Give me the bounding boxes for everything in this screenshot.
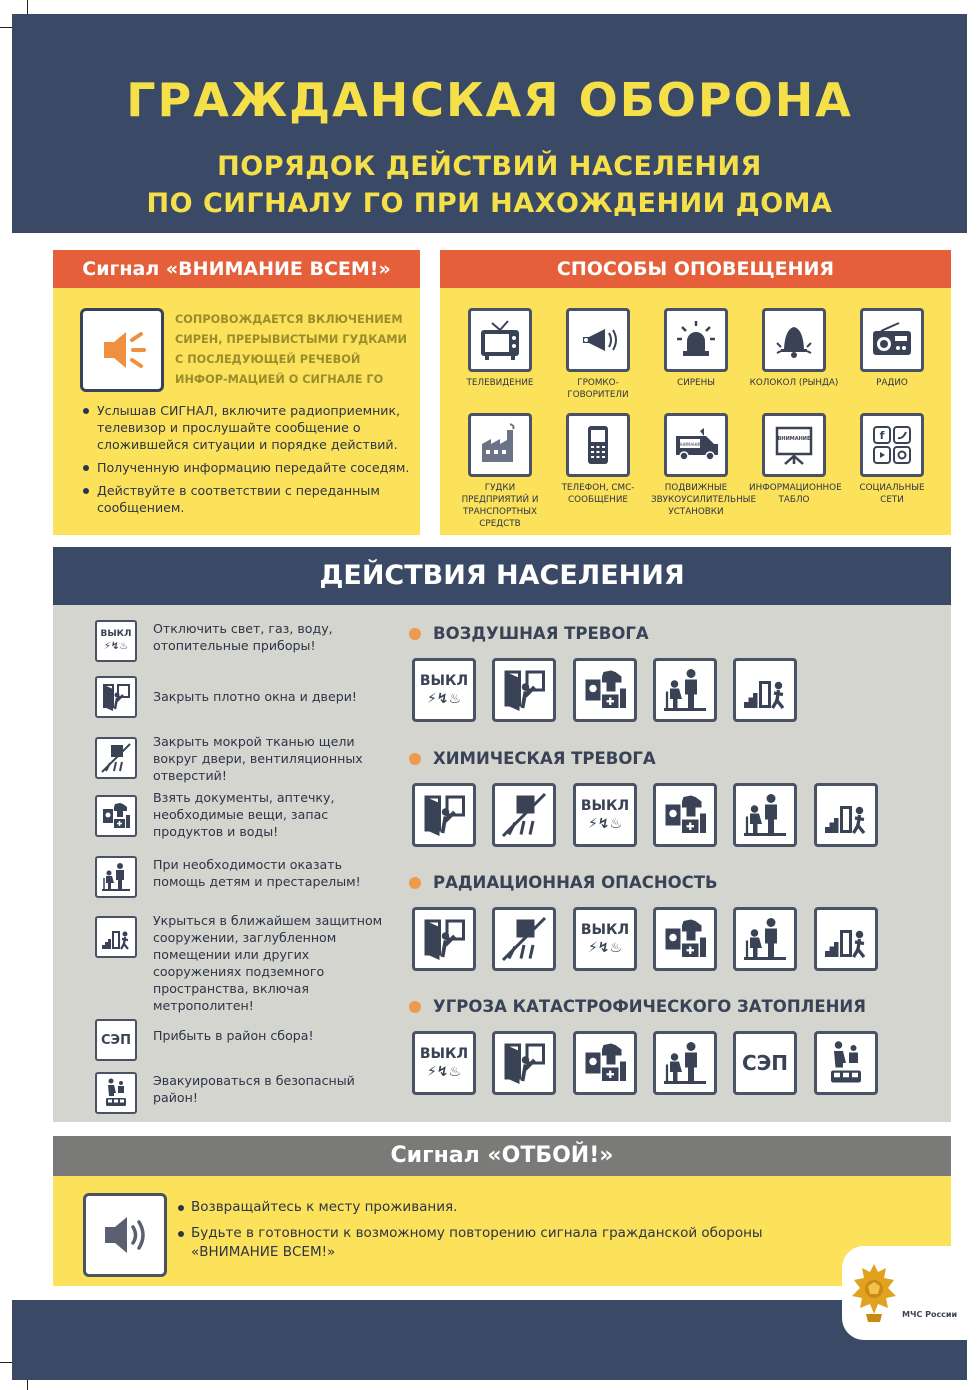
mchs-logo: [842, 1246, 967, 1340]
notification-ways-panel: [440, 250, 951, 535]
van-icon: [664, 413, 728, 477]
loudspeaker-icon: [566, 308, 630, 372]
way-label: ТЕЛЕВИДЕНИЕ: [466, 378, 534, 388]
footer-bar: [12, 1300, 967, 1380]
board-icon: [762, 413, 826, 477]
way-item: [651, 413, 756, 518]
action-text: Отключить свет, газ, воду, отопительные приборы!: [153, 621, 333, 653]
radio-icon: [860, 308, 924, 372]
header-banner: [12, 14, 967, 233]
help-people-icon: [733, 907, 797, 971]
sep-icon: СЭП: [733, 1031, 797, 1095]
switch-off-icon: ВЫКЛ ⚡↯♨: [573, 907, 637, 971]
sep-icon: [95, 1019, 137, 1061]
way-label: РАДИО: [876, 378, 908, 388]
switch-off-icon: ВЫКЛ ⚡↯♨: [412, 658, 476, 722]
board-sign-text: ВНИМАНИЕ: [777, 436, 811, 442]
subtitle-line1: ПОРЯДОК ДЕЙСТВИЙ НАСЕЛЕНИЯ: [217, 151, 762, 182]
action-text: Взять документы, аптечку, необходимые вещи, запас продуктов и воды!: [153, 790, 335, 839]
help-people-icon: [653, 658, 717, 722]
tv-icon: [468, 308, 532, 372]
way-label: КОЛОКОЛ (РЫНДА): [749, 378, 839, 388]
signal-attention-title: Сигнал «ВНИМАНИЕ ВСЕМ!»: [53, 250, 420, 288]
population-actions-section: [53, 547, 951, 1122]
action-text: Укрыться в ближайшем защитном сооружении, заглубленном помещении или других сооружениях подземного пространства, включая метрополитен!: [153, 913, 383, 1013]
way-label: ПОДВИЖНЫЕ ЗВУКОУСИЛИТЕЛЬНЫЕ УСТАНОВКИ: [651, 483, 756, 517]
documents-kit-icon: [653, 907, 717, 971]
way-label: СИРЕНЫ: [677, 378, 715, 388]
way-item: [455, 308, 545, 389]
close-windows-icon: [492, 1031, 556, 1095]
action-text: Закрыть мокрой тканью щели вокруг двери, вентиляционных отверстий!: [153, 734, 363, 783]
close-windows-icon: [412, 783, 476, 847]
evacuate-icon: [95, 1072, 137, 1114]
notification-ways-title: СПОСОБЫ ОПОВЕЩЕНИЯ: [440, 250, 951, 288]
bell-icon: [762, 308, 826, 372]
svg-text:f: f: [879, 429, 885, 442]
threat-title: ХИМИЧЕСКАЯ ТРЕВОГА: [409, 749, 656, 769]
seal-gaps-icon: [492, 907, 556, 971]
signal-all-clear-panel: [53, 1136, 951, 1286]
way-item: [749, 308, 839, 389]
shelter-icon: [733, 658, 797, 722]
way-item: [553, 413, 643, 506]
mchs-emblem-icon: [850, 1262, 898, 1324]
page-title: ГРАЖДАНСКАЯ ОБОРОНА: [126, 73, 853, 127]
signal-bullet: Услышав СИГНАЛ, включите радиоприемник, телевизор и прослушайте сообщение о сложившейся ситуации и порядке действий.: [81, 402, 416, 453]
shelter-icon: [814, 907, 878, 971]
page-subtitle: [12, 148, 967, 222]
sep-text: СЭП: [101, 1032, 131, 1048]
threat-title: УГРОЗА КАТАСТРОФИЧЕСКОГО ЗАТОПЛЕНИЯ: [409, 997, 866, 1017]
way-label: ИНФОРМАЦИОННОЕ ТАБЛО: [749, 483, 842, 505]
loudspeaker-gray-icon: [83, 1193, 167, 1277]
way-item: [847, 308, 937, 389]
evacuate-icon: [814, 1031, 878, 1095]
signal-all-clear-title: Сигнал «ОТБОЙ!»: [53, 1136, 951, 1176]
vykl-text: ВЫКЛ: [100, 629, 132, 639]
van-sign-text: ВНИМАНИЕ: [678, 442, 702, 447]
signal-description: СОПРОВОЖДАЕТСЯ ВКЛЮЧЕНИЕМ СИРЕН, ПРЕРЫВИСТЫМИ ГУДКАМИ С ПОСЛЕДУЮЩЕЙ РЕЧЕВОЙ ИНФОР-МАЦИЕЙ О СИГНАЛЕ ГО: [175, 313, 407, 386]
help-people-icon: [733, 783, 797, 847]
siren-icon: [664, 308, 728, 372]
all-clear-bullet: Будьте в готовности к возможному повторению сигнала гражданской обороны «ВНИМАНИЕ ВСЕМ!»: [177, 1224, 777, 1262]
action-text: Эвакуироваться в безопасный район!: [153, 1073, 355, 1105]
signal-bullets: [81, 402, 416, 522]
documents-kit-icon: [573, 658, 637, 722]
shelter-icon: [814, 783, 878, 847]
shelter-icon: [95, 916, 137, 958]
way-item: [847, 413, 937, 506]
threat-title: РАДИАЦИОННАЯ ОПАСНОСТЬ: [409, 873, 718, 893]
loudspeaker-orange-icon: [80, 308, 164, 392]
way-label: ГРОМКО-ГОВОРИТЕЛИ: [567, 378, 629, 400]
documents-kit-icon: [653, 783, 717, 847]
way-item: [455, 413, 545, 530]
help-people-icon: [653, 1031, 717, 1095]
phone-icon: [566, 413, 630, 477]
signal-bullet: Полученную информацию передайте соседям.: [81, 459, 416, 476]
action-text: При необходимости оказать помощь детям и престарелым!: [153, 857, 361, 889]
way-item: [749, 413, 842, 506]
signal-attention-panel: [53, 250, 420, 535]
factory-icon: [468, 413, 532, 477]
switch-off-icon: ВЫКЛ ⚡↯♨: [412, 1031, 476, 1095]
signal-bullet: Действуйте в соответствии с переданным сообщением.: [81, 482, 416, 516]
seal-gaps-icon: [492, 783, 556, 847]
switch-off-icon: ВЫКЛ ⚡↯♨: [573, 783, 637, 847]
documents-kit-icon: [573, 1031, 637, 1095]
way-item: [651, 308, 741, 389]
way-item: [553, 308, 643, 401]
subtitle-line2: ПО СИГНАЛУ ГО ПРИ НАХОЖДЕНИИ ДОМА: [146, 188, 833, 219]
way-label: ГУДКИ ПРЕДПРИЯТИЙ И ТРАНСПОРТНЫХ СРЕДСТВ: [461, 483, 539, 529]
action-text: Закрыть плотно окна и двери!: [153, 689, 357, 704]
all-clear-bullets: [177, 1198, 777, 1269]
close-windows-icon: [492, 658, 556, 722]
mchs-logo-text: МЧС России: [902, 1310, 958, 1319]
way-label: СОЦИАЛЬНЫЕ СЕТИ: [859, 483, 925, 505]
close-windows-icon: [412, 907, 476, 971]
help-people-icon: [95, 856, 137, 898]
way-label: ТЕЛЕФОН, СМС-СООБЩЕНИЕ: [561, 483, 635, 505]
documents-kit-icon: [95, 795, 137, 837]
threat-title: ВОЗДУШНАЯ ТРЕВОГА: [409, 624, 649, 644]
population-actions-title: ДЕЙСТВИЯ НАСЕЛЕНИЯ: [53, 547, 951, 605]
all-clear-bullet: Возвращайтесь к месту проживания.: [177, 1198, 777, 1217]
switch-off-icon: ВЫКЛ ⚡↯♨: [95, 620, 137, 662]
social-icon: [860, 413, 924, 477]
action-text: Прибыть в район сбора!: [153, 1028, 314, 1043]
seal-gaps-icon: [95, 737, 137, 779]
close-windows-icon: [95, 676, 137, 718]
